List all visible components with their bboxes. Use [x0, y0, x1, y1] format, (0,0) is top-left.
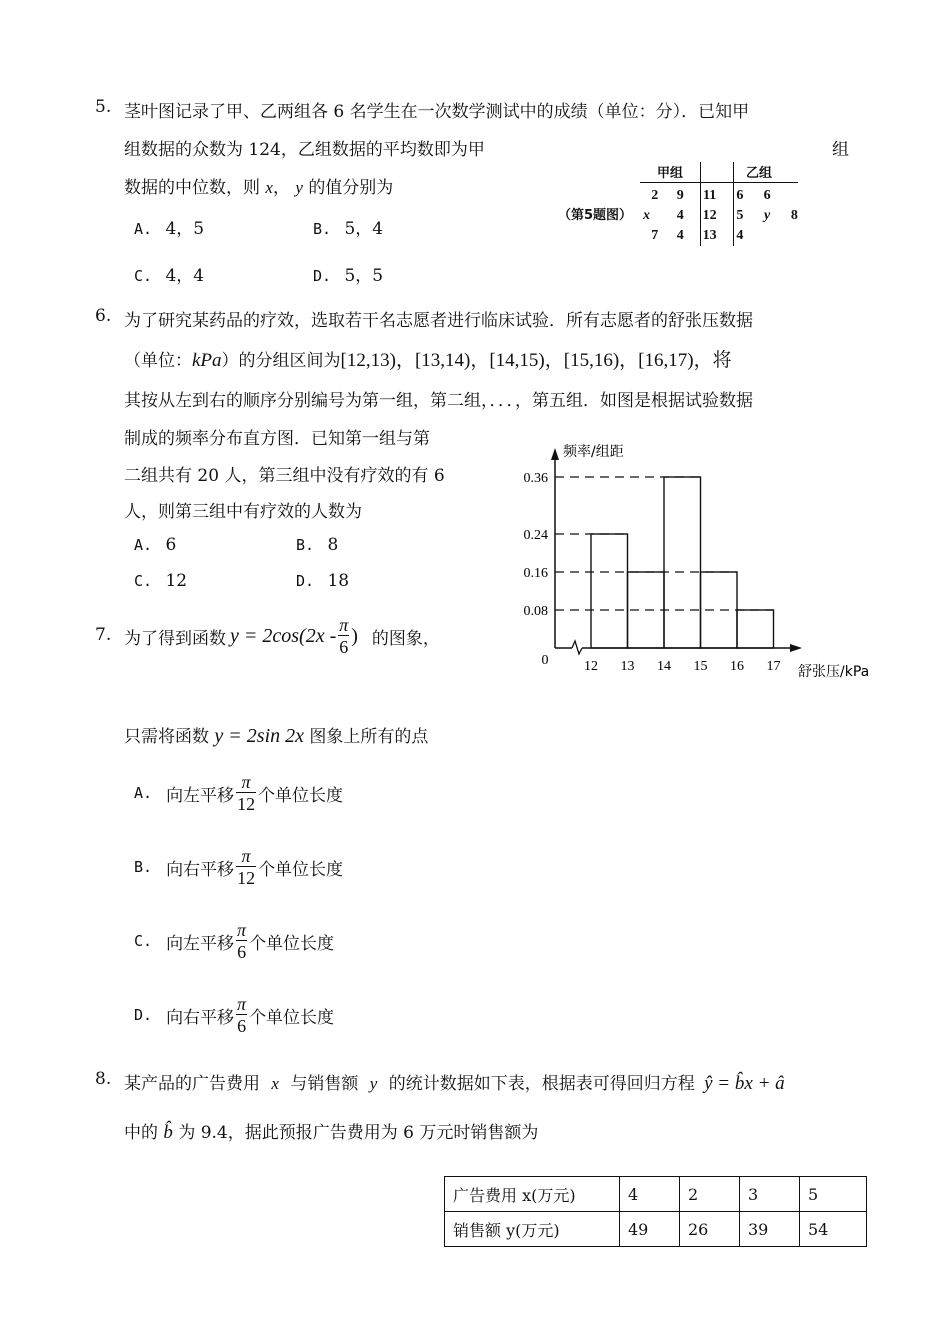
- x-tick-label: 15: [693, 659, 708, 674]
- leaf-left: 9: [676, 188, 684, 203]
- q5-option-c[interactable]: [134, 261, 204, 286]
- q8-data-table: [444, 1176, 867, 1247]
- table-cell: 5: [800, 1177, 867, 1212]
- leaf-right: [781, 226, 808, 246]
- q6-option-a[interactable]: [134, 535, 176, 555]
- q7-func-lhs: y = 2cos(2x -: [230, 624, 337, 647]
- option-label: B.: [313, 220, 332, 238]
- q5-option-a[interactable]: [134, 214, 204, 239]
- q7-func-rhs: ): [351, 624, 358, 647]
- q8-text-line2: [124, 1118, 538, 1144]
- leaf-left: 4: [676, 208, 684, 223]
- stemleaf-row: [642, 226, 808, 246]
- q6-text-line5: 二组共有 20 人，第三组中没有疗效的有 6: [124, 466, 445, 486]
- q5-text-line3: [124, 173, 393, 198]
- stemleaf-header-right: 乙组: [746, 166, 773, 181]
- table-cell: 54: [800, 1212, 867, 1247]
- q5-var-x: x: [265, 178, 273, 197]
- option-text: 12: [165, 571, 188, 591]
- q7-text-line1a: 为了得到函数: [124, 628, 226, 649]
- stemleaf-hline: [640, 182, 798, 183]
- leaf-right: y: [764, 208, 771, 223]
- y-tick-label: 0.08: [523, 604, 548, 619]
- q7-number: 7.: [95, 625, 112, 645]
- leaf-right: 8: [790, 208, 798, 223]
- option-fraction: [236, 772, 256, 815]
- q6-number: 6.: [95, 306, 112, 326]
- leaf-left: 2: [651, 188, 659, 203]
- table-cell: 39: [740, 1212, 800, 1247]
- option-text: 18: [327, 571, 350, 591]
- stem: 11: [703, 188, 717, 203]
- q8-text-line1c: 的统计数据如下表，根据表可得回归方程: [388, 1074, 695, 1094]
- option-text: 5，5: [344, 266, 384, 286]
- stemleaf-row: [642, 186, 808, 206]
- q5-option-b[interactable]: [313, 214, 383, 239]
- q6-text-line2a: （单位：: [124, 351, 192, 371]
- option-label: D.: [296, 572, 315, 590]
- leaf-left: 7: [651, 228, 659, 243]
- option-label: C.: [134, 267, 153, 285]
- stemleaf-table: [642, 186, 808, 246]
- x-tick-label: 14: [657, 659, 671, 674]
- row-header: 广告费用 x(万元): [445, 1177, 620, 1212]
- option-text: 5，4: [344, 219, 384, 239]
- option-pre: 向左平移: [166, 933, 235, 954]
- q6-text-line1: 为了研究某药品的疗效，选取若干名志愿者进行临床试验．所有志愿者的舒张压数据: [124, 311, 753, 331]
- y-tick-label: 0.36: [523, 471, 548, 486]
- q7-option-d[interactable]: [134, 987, 334, 1043]
- option-label: A.: [134, 220, 153, 238]
- q7-text-line1: [124, 608, 440, 664]
- table-cell: 4: [620, 1177, 680, 1212]
- leaf-right: [781, 186, 808, 206]
- leaf-right: 5: [736, 208, 744, 223]
- y-tick-label: 0.24: [523, 528, 548, 543]
- q6-text-line3: 其按从左到右的顺序分别编号为第一组，第二组，．．．，第五组．如图是根据试验数据: [124, 391, 753, 411]
- option-post: 个单位长度: [258, 785, 344, 806]
- stemleaf-caption: （第5题图）: [558, 208, 633, 223]
- x-tick-label: 17: [766, 659, 781, 674]
- q5-var-y: y: [295, 178, 303, 197]
- leaf-right: 6: [763, 188, 771, 203]
- option-label: C.: [134, 572, 153, 590]
- y-axis-label: 频率/组距: [563, 444, 624, 460]
- y-axis-arrow: [551, 448, 559, 460]
- option-fraction: [236, 846, 256, 889]
- leaf-left: x: [643, 208, 650, 223]
- q6-text-line4: 制成的频率分布直方图．已知第一组与第: [124, 429, 430, 449]
- x-axis-label: 舒张压/kPa: [798, 664, 870, 680]
- q5-text-line3a: 数据的中位数，则: [124, 178, 260, 198]
- option-text: 8: [327, 535, 339, 555]
- x-tick-label: 12: [584, 659, 598, 674]
- q8-bhat: b̂: [163, 1122, 173, 1143]
- table-cell: 2: [680, 1177, 740, 1212]
- option-label: B.: [296, 536, 315, 554]
- option-post: 个单位长度: [249, 933, 335, 954]
- frac-numerator: π: [241, 845, 251, 866]
- q6-text-line2b: ）的分组区间为: [221, 351, 341, 371]
- x-tick-label: 13: [620, 659, 635, 674]
- stemleaf-header-left: 甲组: [657, 166, 684, 181]
- histogram-bar: [737, 610, 774, 648]
- q5-number: 5.: [95, 97, 112, 117]
- leaf-left: 4: [676, 228, 684, 243]
- q6-unit: kPa: [192, 350, 222, 371]
- table-row: [445, 1212, 867, 1247]
- q8-text-line1: [124, 1069, 785, 1095]
- option-text: 4，5: [165, 219, 205, 239]
- frac-denominator: 6: [237, 941, 247, 962]
- option-post: 个单位长度: [249, 1007, 335, 1028]
- q7-text-line2b: 图象上所有的点: [309, 727, 429, 747]
- frac-denominator: 12: [237, 793, 256, 814]
- row-header: 销售额 y(万元): [445, 1212, 620, 1247]
- histogram-bar: [664, 477, 701, 648]
- q7-option-c[interactable]: [134, 913, 334, 969]
- q5-comma: ，: [272, 178, 290, 198]
- frac-denominator: 6: [339, 636, 349, 657]
- q7-func2: y = 2sin 2x: [214, 725, 304, 747]
- q5-option-d[interactable]: [313, 261, 383, 286]
- leaf-right: 4: [736, 228, 744, 243]
- q6-option-d[interactable]: [296, 571, 349, 591]
- q8-text-line1a: 某产品的广告费用: [124, 1074, 260, 1094]
- q5-text-line3b: 的值分别为: [308, 178, 394, 198]
- histogram-bar: [591, 534, 628, 648]
- q6-text-line6: 人，则第三组中有疗效的人数为: [124, 502, 362, 522]
- q8-text-line2b: 为 9.4，据此预报广告费用为 6 万元时销售额为: [178, 1123, 539, 1143]
- table-cell: 49: [620, 1212, 680, 1247]
- table-cell: 3: [740, 1177, 800, 1212]
- q8-number: 8.: [95, 1069, 112, 1089]
- q8-var-x: x: [271, 1074, 279, 1093]
- q6-option-b[interactable]: [296, 535, 338, 555]
- option-pre: 向右平移: [166, 859, 235, 880]
- q7-fraction: [338, 615, 349, 658]
- q7-option-b[interactable]: [134, 839, 343, 895]
- frac-numerator: π: [237, 993, 247, 1014]
- leaf-right: [754, 226, 781, 246]
- option-fraction: [236, 920, 247, 963]
- option-text: 6: [165, 535, 177, 555]
- x-axis-arrow: [790, 644, 802, 652]
- option-label: A.: [134, 536, 153, 554]
- stemleaf-row: [642, 206, 808, 226]
- frac-numerator: π: [237, 919, 247, 940]
- option-label: B.: [134, 858, 153, 876]
- q6-intervals: [12,13)，[13,14)，[14,15)，[15,16)，[16,17)，将: [340, 350, 732, 371]
- q6-option-c[interactable]: [134, 571, 187, 591]
- option-fraction: [236, 994, 247, 1037]
- q7-option-a[interactable]: [134, 765, 343, 821]
- y-tick-label: 0.16: [523, 566, 548, 581]
- q8-regression-equation: ŷ = b̂x + â: [704, 1073, 785, 1094]
- q8-var-y: y: [369, 1074, 378, 1093]
- q7-text-line2: [124, 722, 428, 748]
- option-pre: 向右平移: [166, 1007, 235, 1028]
- frac-numerator: π: [241, 771, 251, 792]
- option-text: 4，4: [165, 266, 205, 286]
- stemleaf-figure: [558, 160, 808, 248]
- stem: 13: [702, 228, 717, 243]
- frequency-histogram: [510, 438, 890, 688]
- q8-text-line1b: 与销售额: [290, 1074, 359, 1094]
- option-pre: 向左平移: [166, 785, 235, 806]
- frac-numerator: π: [339, 614, 349, 635]
- axis-break-zigzag: [572, 641, 582, 654]
- option-post: 个单位长度: [258, 859, 344, 880]
- option-label: C.: [134, 932, 153, 950]
- q5-text-line2-tail: 组: [832, 140, 849, 160]
- table-cell: 26: [680, 1212, 740, 1247]
- table-row: [445, 1177, 867, 1212]
- q7-text-line1b: 的图象，: [371, 628, 440, 649]
- x-tick-label: 16: [730, 659, 744, 674]
- q6-text-line2: [124, 345, 732, 372]
- q7-text-line2a: 只需将函数: [124, 727, 209, 747]
- origin-label: 0: [541, 653, 549, 668]
- option-label: D.: [313, 267, 332, 285]
- option-label: A.: [134, 784, 153, 802]
- frac-denominator: 12: [237, 867, 256, 888]
- frac-denominator: 6: [237, 1015, 247, 1036]
- q5-text-line1: 茎叶图记录了甲、乙两组各 6 名学生在一次数学测试中的成绩（单位：分）．已知甲: [124, 102, 750, 122]
- option-label: D.: [134, 1006, 153, 1024]
- leaf-right: 6: [736, 188, 744, 203]
- q5-text-line2: 组数据的众数为 124，乙组数据的平均数即为甲: [124, 140, 485, 160]
- q8-text-line2a: 中的: [124, 1123, 158, 1143]
- stem: 12: [702, 208, 717, 223]
